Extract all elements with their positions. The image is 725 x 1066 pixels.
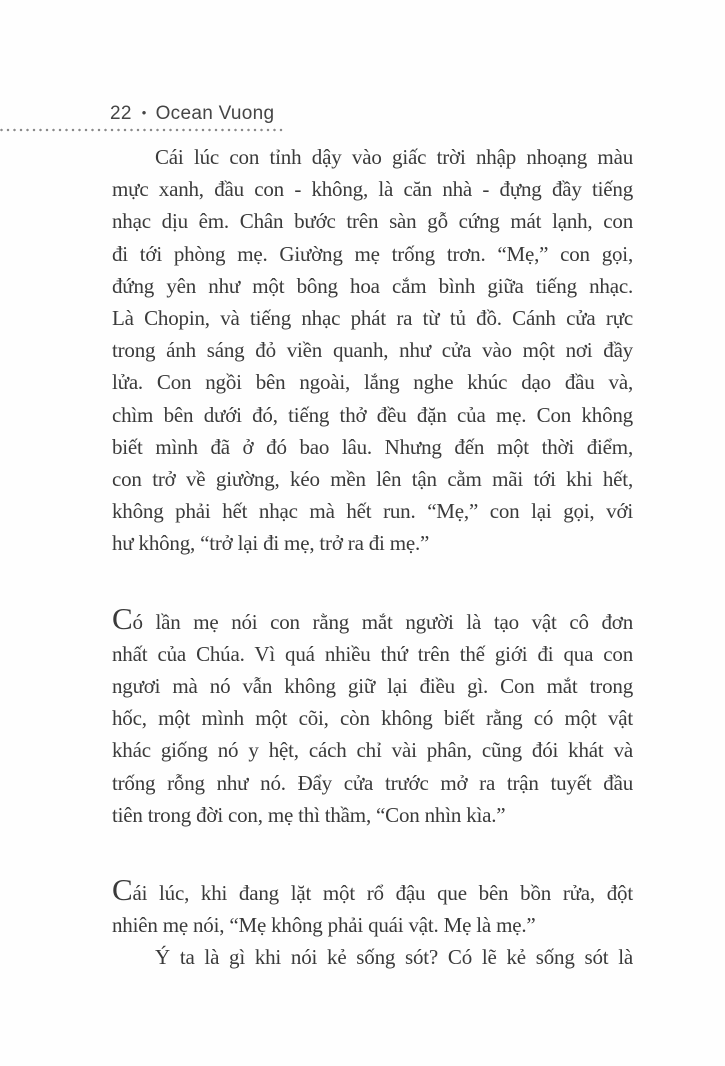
body-text [112,141,633,974]
text-line: đứng yên như một bông hoa cắm bình giữa tiếng nhạc. [112,273,633,298]
text-line: ngươi mà nó vẫn không giữ lại điều gì. Con mắt trong [112,674,633,699]
page-number: 22 [110,103,132,124]
text-line: Cái lúc, khi đang lặt một rổ đậu que bên bồn rửa, đột [112,872,633,908]
page-header [110,102,274,125]
text-line: con trở về giường, kéo mền lên tận cằm mãi tới khi hết, [112,467,633,492]
text-line: khác giống nó y hệt, cách chỉ vài phân, cũng đói khát và [112,738,633,763]
text-line: Ý ta là gì khi nói kẻ sống sót? Có lẽ kẻ sống sót là [155,945,633,970]
running-title: Ocean Vuong [155,103,275,124]
text-line: biết mình đã ở đó bao lâu. Nhưng đến một thời điểm, [112,434,633,459]
paragraph [112,941,633,973]
text-line: lửa. Con ngồi bên ngoài, lắng nghe khúc dạo đầu và, [112,370,633,395]
text-line: không phải hết nhạc mà hết run. “Mẹ,” con lại gọi, với [112,499,633,524]
text-line: Cái lúc con tỉnh dậy vào giấc trời nhập nhoạng màu [155,145,633,169]
text-line: trống rỗng như nó. Đẩy cửa trước mở ra trận tuyết đầu [112,770,633,795]
text-line: Có lần mẹ nói con rằng mắt người là tạo vật cô đơn [112,600,633,636]
text-line: mực xanh, đầu con - không, là căn nhà - đựng đầy tiếng [112,177,633,202]
text-line: nhất của Chúa. Vì quá nhiều thứ trên thế giới đi qua con [112,641,633,666]
text-line: nhiên mẹ nói, “Mẹ không phải quái vật. Mẹ là mẹ.” [112,913,536,938]
text-line: Là Chopin, và tiếng nhạc phát ra từ tủ đồ. Cánh cửa rực [112,306,633,331]
text-line: nhạc dịu êm. Chân bước trên sàn gỗ cứng mát lạnh, con [112,209,633,234]
text-line: hư không, “trở lại đi mẹ, trở ra đi mẹ.” [112,531,430,556]
paragraph [112,600,633,831]
bullet-separator-icon: • [141,105,147,120]
text-line: đi tới phòng mẹ. Giường mẹ trống trơn. “Mẹ,” con gọi, [112,241,633,266]
text-line: trong ánh sáng đỏ viền quanh, như cửa vào một nơi đầy [112,338,633,363]
dotted-rule [0,128,286,132]
paragraph [112,141,633,560]
paragraph [112,872,633,941]
text-line: hốc, một mình một cõi, còn không biết rằng có một vật [112,706,633,731]
text-line: chìm bên dưới đó, tiếng thở đều đặn của mẹ. Con không [112,402,633,427]
text-line: tiên trong đời con, mẹ thì thầm, “Con nhìn kìa.” [112,802,506,827]
